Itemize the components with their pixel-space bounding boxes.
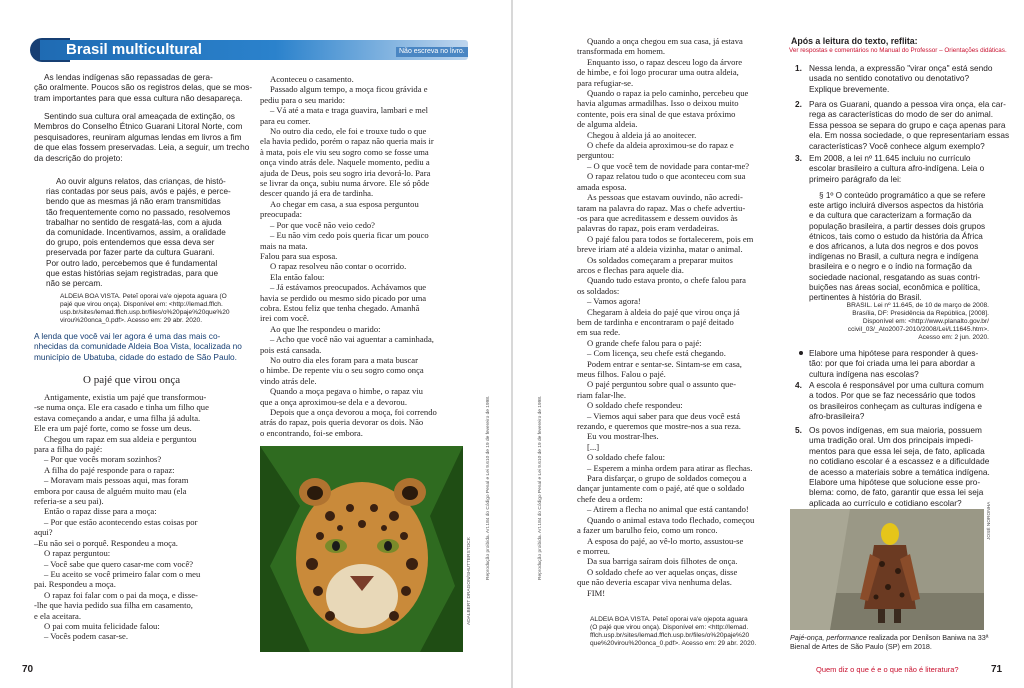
paragraph-line: Sentindo sua cultura oral ameaçada de extinção, os	[44, 111, 235, 121]
story-line: Eu vou mostrar-lhes.	[587, 431, 659, 442]
question-text: Os povos indígenas, em sua maioria, possuem	[809, 425, 982, 435]
question-text: Essa pessoa se separa do grupo e caça apenas para	[809, 119, 1006, 130]
question-line	[795, 99, 1006, 109]
story-line: embora por causa de alguém muito mau (ela	[34, 485, 187, 496]
story-line: preocupada:	[260, 209, 302, 220]
story-line: rezando, e queremos que mostre-nos a sua reza.	[577, 421, 741, 432]
law-line: população brasileira, a partir desses dois grupos	[809, 221, 986, 231]
caption-italic: Pajé-onça, performance	[790, 633, 867, 642]
story-line: irei com você.	[260, 313, 309, 324]
photo-caption	[790, 633, 990, 651]
story-line: à mata, pois ele viu seu sogro como se fosse uma	[260, 146, 429, 157]
story-line: -lhe que havia pedido sua filha em casamento,	[34, 600, 193, 611]
story-line: o himbe. De repente viu o seu sogro como onça	[260, 365, 424, 376]
story-line: – Eu não vim cedo pois queria ficar um pouco	[270, 230, 429, 241]
story-line: – Vamos agora!	[587, 296, 641, 307]
story-line: Enquanto isso, o rapaz desceu logo da árvore	[587, 56, 743, 67]
question-text: de acesso a materiais sobre a temática indígena.	[809, 466, 990, 477]
law-line: § 1º O conteúdo programático a que se refere	[819, 191, 986, 200]
question-line	[795, 153, 989, 163]
story-line: O grande chefe falou para o pajé:	[587, 337, 702, 348]
question-text: blema: como, de fato, garantir que essa lei seja	[809, 487, 984, 498]
story-line: perguntou:	[577, 150, 615, 161]
question-line	[795, 425, 989, 435]
story-line: No outro dia cedo, ele foi e trouxe tudo o que	[270, 126, 427, 137]
question-text: aplicada ao currículo e cotidiano escolar?	[809, 497, 962, 508]
story-line: vindo atrás dele.	[260, 375, 317, 386]
story-line: descer quando já era de tardinha.	[260, 188, 374, 199]
story-line: O soldado chefe respondeu:	[587, 400, 683, 411]
source-line: virou%20onca_0.pdf>. Acesso em: 29 abr. 2020.	[60, 317, 203, 324]
project-quote	[46, 177, 252, 289]
highlight-line: A lenda que você vai ler agora é uma das mais co-	[34, 331, 221, 341]
story-line: No outro dia eles foram para a mata buscar	[270, 354, 418, 365]
source-line: ccivil_03/_Ato2007-2010/2008/Lei/L11645.htm>.	[847, 326, 989, 333]
story-line: para a filha do pajé:	[34, 444, 103, 455]
intro-paragraph	[34, 72, 252, 103]
question-line	[795, 163, 989, 173]
jaguar-photo	[260, 446, 463, 652]
story-line: pai. Respondeu a moça.	[34, 579, 116, 590]
story-line: e morreu.	[577, 545, 610, 556]
story-line: O rapaz relatou tudo o que aconteceu com sua	[587, 171, 746, 182]
story-line: ela havia pedido, porém o rapaz não queria mais ir	[260, 136, 434, 147]
question-2	[795, 99, 1010, 151]
question-line	[795, 446, 989, 456]
story-line: O pai com muita felicidade falou:	[44, 620, 160, 631]
story-line: mais na mata.	[260, 240, 308, 251]
highlight-line: município de Ubatuba, cidade do estado de São Paulo.	[34, 351, 237, 362]
no-write-tag: Não escreva no livro.	[396, 47, 468, 57]
story-line: havia algumas armadilhas. Isso o deixou muito	[577, 98, 739, 109]
manual-note: Ver respostas e comentários no Manual do Professor – Orientações didáticas.	[789, 47, 1007, 54]
story-line: A esposa do pajé, ao vê-lo morto, assustou-se	[587, 535, 744, 546]
story-line: Passado algum tempo, a moça ficou grávida e	[270, 84, 428, 95]
legal-note-right: Reprodução proibida. Art.184 do Código Penal e Lei 9.610 de 19 de fevereiro de 1998.	[538, 395, 543, 580]
story-line: Quando o animal estava todo flechado, começou	[587, 514, 755, 525]
story-line: O pajé falou para todos se fortalecerem, pois em	[587, 233, 754, 244]
source-line: fflch.usp.br/sites/lemad.fflch.usp.br/files/o%20paje%20	[590, 632, 750, 639]
story-line: transformada em homem.	[577, 46, 666, 57]
story-line: Ela então falou:	[270, 271, 325, 282]
source-line: BRASIL. Lei nº 11.645, de 10 de março de 2008.	[846, 302, 989, 309]
bullet-text: Elabore uma hipótese para responder à ques-	[809, 348, 979, 358]
story-line: Antigamente, existia um pajé que transformou-	[44, 392, 207, 402]
quote-line: Por outro lado, percebemos que é fundamental	[46, 258, 218, 268]
story-line: – Vocês podem casar-se.	[44, 631, 128, 642]
story-line: – Eu aceito se você primeiro falar com o meu	[44, 568, 201, 579]
story-line: em sua rede.	[577, 327, 621, 338]
story-line: Ele era um pajé forte, como se fosse um deus.	[34, 423, 192, 434]
story-line: Quando o rapaz ia pelo caminho, percebeu que	[587, 88, 749, 99]
question-text: Elabore uma hipótese que solucione esse pro-	[809, 477, 981, 488]
question-text: os brasileiros conheçam as culturas indígena e	[809, 400, 982, 411]
source-line: usp.br/sites/lemad.fflch.usp.br/files/o%20paje%20que%20	[60, 309, 230, 316]
question-text: Em 2008, a lei nº 11.645 incluiu no currículo	[809, 153, 971, 163]
story-line: Depois que a onça devorou a moça, foi correndo	[270, 407, 437, 417]
story-line: – Acho que você não vai aguentar a caminhada,	[270, 334, 434, 345]
bullet-icon	[799, 351, 803, 355]
story-line: e ela aceitara.	[34, 610, 81, 621]
story-source	[590, 616, 790, 648]
story-line: O soldado chefe falou:	[587, 452, 666, 463]
quote-line: do grupo, pois entendemos que essa deva ser	[46, 238, 215, 248]
question-line	[795, 84, 989, 94]
story-line: A filha do pajé responde para o rapaz:	[44, 464, 175, 475]
question-text: a todos. Por que se faz necessário que todos	[809, 390, 976, 401]
bullet-text: cultura indígena nas escolas?	[809, 368, 919, 379]
question-text: uma tradição oral. Um dos principais impedi-	[809, 435, 974, 446]
quote-line: rias contadas por seus pais, avós e pajés, e perce-	[46, 187, 231, 197]
law-line: buições nas áreas social, econômica e política,	[809, 282, 981, 292]
story-line: pediu para o seu marido:	[260, 94, 345, 105]
question-number: 1.	[795, 63, 802, 73]
story-line: Chegou um rapaz em sua aldeia e perguntou	[44, 433, 197, 444]
story-line: referia-se a seu pai).	[34, 496, 104, 507]
bullet-line	[795, 358, 989, 368]
footer-title: Quem diz o que é e o que não é literatura?	[816, 665, 959, 674]
story-line: que a onça aproximou-se dela e a devorou.	[260, 396, 407, 407]
question-1	[795, 63, 993, 94]
law-line: sociedade nacional, resgatando as suas contri-	[809, 272, 981, 282]
story-line: Ao chegar em casa, a sua esposa perguntou	[270, 198, 419, 209]
story-line: Os soldados começaram a preparar muitos	[587, 254, 733, 265]
performance-photo	[790, 509, 984, 630]
story-line: O rapaz perguntou:	[44, 548, 111, 559]
quote-line: da comunidade. Incentivamos, assim, a oralidade	[46, 228, 226, 238]
quote-line: tão frequentemente como no passado, resolvemos	[46, 207, 231, 217]
story-line: O soldado chefe ao ver aquelas onças, disse	[587, 566, 738, 577]
story-line: -se numa onça. Ele era casado e tinha um filho que	[34, 402, 209, 413]
law-line: pertinentes à história do Brasil.	[809, 293, 922, 303]
questions-heading: Após a leitura do texto, reflita:	[791, 36, 918, 46]
source-line: ALDEIA BOA VISTA. Peteĩ oporai va'e ojepota aguara (O	[60, 293, 227, 300]
question-text: primeiro parágrafo da lei:	[809, 173, 902, 184]
question-text: Para os Guarani, quando a pessoa vira onça, ela car-	[809, 99, 1006, 109]
question-5	[795, 425, 989, 508]
question-text: mentos para que essa lei seja, de fato, aplicada	[809, 445, 985, 456]
quote-line: Ao ouvir alguns relatos, das crianças, de histó-	[56, 177, 226, 186]
story-line: a fazer um barulho feio, como um ronco.	[577, 525, 718, 536]
story-line: amada esposa.	[577, 181, 627, 192]
intro-line: ção oralmente. Poucos são os registros delas, que se mos-	[34, 82, 253, 93]
story-line: – Por que vocês moram sozinhos?	[44, 454, 162, 465]
story-line: –Eu não sei o porquê. Respondeu a moça.	[34, 537, 178, 548]
story-line: contente, pois era sinal de que estava próximo	[577, 108, 736, 119]
source-line: Brasília, DF: Presidência da República, [2008].	[852, 310, 989, 317]
story-column-1	[34, 392, 252, 642]
story-line: cobra. Estou feliz que tenha chegado. Amanhã	[260, 302, 420, 313]
caption-line-2: Bienal de Artes de São Paulo (SP) em 2018.	[790, 642, 932, 652]
story-line: Quando tudo estava pronto, o chefe falou para	[587, 275, 746, 286]
story-line: taram na palavra do rapaz. Mas o chefe advertiu-	[577, 202, 746, 213]
caption-line-1: realizada por Denilson Baniwa na 33ª	[868, 633, 989, 642]
intro-line: As lendas indígenas são repassadas de gera-	[44, 72, 213, 82]
question-text: usada no sentido conotativo ou denotativo?	[809, 73, 970, 84]
question-text: características? Você conhece algum exemplo?	[809, 140, 985, 151]
quote-line: bendo que as mesmas já não eram transmitidas	[46, 197, 221, 207]
question-line	[795, 109, 994, 120]
question-text: afro-brasileira?	[809, 411, 865, 422]
story-line: O pajé perguntou sobre qual o assunto que-	[587, 379, 737, 390]
question-number: 3.	[795, 153, 802, 163]
question-line	[795, 174, 989, 184]
question-number: 5.	[795, 425, 802, 435]
story-line: Quando a moça pegava o himbe, o rapaz viu	[270, 386, 423, 397]
story-line: – O que você tem de novidade para contar-me?	[587, 160, 750, 171]
story-line: o encontrando, foi-se embora.	[260, 427, 363, 438]
question-line	[795, 498, 989, 508]
story-line: para eu comer.	[260, 115, 311, 126]
question-line	[795, 411, 989, 421]
story-line: – Por que estão acontecendo estas coisas por	[44, 516, 198, 527]
question-number: 2.	[795, 99, 802, 109]
quote-source	[60, 293, 252, 325]
jaguar-photo-credit: ADALBERT DRAGON/SHUTTERSTOCK	[467, 537, 472, 625]
story-line: FIM!	[587, 587, 606, 598]
story-line: dançar juntamente com o pajé, até que o soldado	[577, 483, 745, 494]
story-line: pois está cansada.	[260, 344, 322, 355]
story-column-2	[260, 74, 468, 438]
story-line: [...]	[587, 441, 600, 452]
question-text: no cotidiano escolar é a escassez e a dificuldade	[809, 456, 990, 467]
question-line	[795, 380, 989, 390]
question-line	[795, 141, 989, 151]
story-line: O rapaz foi falar com o pai da moça, e disse-	[44, 589, 198, 600]
question-4	[795, 380, 989, 422]
story-line: que não deveria escapar viva nenhuma delas.	[577, 577, 732, 588]
story-line: aqui?	[34, 527, 53, 538]
story-line: O rapaz resolveu não contar o ocorrido.	[270, 261, 407, 272]
story-line: -os para que acreditassem e dessem ouvidos às	[577, 212, 738, 223]
story-line: Falou para sua esposa.	[260, 250, 338, 261]
law-line: e da cultura que caracterizam a formação da	[809, 211, 972, 221]
bullet-line	[795, 348, 989, 358]
question-text: ela. Em nossa sociedade, o que representariam essas	[809, 130, 1010, 141]
story-line: para refugiar-se.	[577, 77, 634, 88]
story-line: Chegaram à aldeia do pajé que virou onça já	[587, 306, 740, 317]
page-number-right: 71	[991, 664, 1003, 675]
question-line	[795, 73, 989, 83]
story-line: Então o rapaz disse para a moça:	[44, 506, 157, 517]
right-page	[513, 0, 1024, 688]
story-line: Para disfarçar, o grupo de soldados começou a	[587, 473, 747, 484]
story-line: onça vindo atrás dele. Naquele momento, pediu a	[260, 157, 430, 168]
left-page	[0, 0, 511, 688]
question-line	[795, 130, 1010, 141]
quote-line: preservada por fazer parte da cultura Guarani.	[46, 248, 215, 258]
story-line: se livrar da onça, subiu numa árvore. Ele só pôde	[260, 178, 430, 189]
paragraph-line: de que elas fossem preservadas. Leia, a seguir, um trecho	[34, 142, 250, 153]
law-quote	[809, 191, 989, 303]
bullet-text: tão: por que foi criada uma lei para abordar a	[809, 358, 976, 369]
story-line: bem de tardinha e encontraram o pajé deitado	[577, 316, 734, 327]
law-line: étnicos, tais como o estudo da história da África	[809, 231, 983, 241]
question-3-bullet	[795, 348, 989, 379]
page-number-left: 70	[22, 664, 34, 675]
question-text: Explique brevemente.	[809, 83, 890, 94]
source-line: que%20virou%20onca_0.pdf>. Acesso em: 29 abr. 2020.	[590, 640, 757, 647]
story-line: As pessoas que estavam ouvindo, não acredi-	[587, 192, 743, 203]
question-text: A escola é responsável por uma cultura comum	[809, 380, 984, 390]
story-line: havia se perdido ou mesmo sido picado por uma	[260, 292, 427, 303]
story-line: palavras do rapaz, pois eram verdadeiras.	[577, 223, 719, 234]
law-line: brasileira e o negro e o índio na formação da	[809, 262, 972, 272]
question-line	[795, 487, 989, 497]
story-line: Chegou à aldeia já ao anoitecer.	[587, 129, 697, 140]
source-line: Disponível em: <http://www.planalto.gov.br/	[862, 318, 989, 325]
source-line: Acesso em: 2 jun. 2020.	[918, 334, 989, 341]
project-paragraph	[34, 111, 252, 163]
highlight-line: nhecidas da comunidade Aldeia Boa Vista, localizada no	[34, 341, 242, 352]
story-line: – Você sabe que quero casar-me com você?	[44, 558, 194, 569]
law-line: indígenas no Brasil, a cultura negra e indígena	[809, 252, 979, 262]
story-line: riam falar-lhe.	[577, 389, 626, 400]
story-line: – Por que você não veio cedo?	[270, 219, 375, 230]
story-line: os soldados:	[577, 285, 620, 296]
question-text: escolar brasileiro a cultura afro-indígena. Leia o	[809, 163, 985, 174]
section-title: Brasil multicultural	[66, 41, 202, 58]
story-line: – Já estávamos preocupados. Achávamos que	[270, 282, 427, 293]
question-line	[795, 435, 989, 445]
performance-photo-credit: JOSÉ NORONHA	[987, 501, 992, 540]
quote-line: trabalhar no sentido de resgatá-las, com a ajuda	[46, 217, 222, 227]
story-line: O chefe da aldeia aproximou-se do rapaz e	[587, 140, 734, 151]
question-line	[795, 401, 989, 411]
story-line: arcos e flechas para aquele dia.	[577, 264, 684, 275]
jaguar-illustration	[260, 446, 463, 652]
source-line: ALDEIA BOA VISTA. Peteĩ oporai va'e ojepota aguara	[590, 616, 748, 623]
story-line: – Esperem a minha ordem para atirar as flechas.	[587, 462, 753, 473]
story-line: – Com licença, seu chefe está chegando.	[587, 348, 726, 359]
question-line	[795, 467, 989, 477]
source-line: (O pajé que virou onça). Disponível em: <http://lemad.	[590, 624, 749, 631]
story-line: Podem entrar e sentar-se. Sintam-se em casa,	[587, 358, 742, 369]
question-number: 4.	[795, 380, 802, 390]
story-line: chefe deu a ordem:	[577, 493, 643, 504]
legal-note-left: Reprodução proibida. Art.184 do Código Penal e Lei 9.610 de 19 de fevereiro de 1998.	[486, 395, 491, 580]
story-line: de himbe, e foi logo procurar uma outra aldeia,	[577, 67, 739, 78]
story-line: Aconteceu o casamento.	[270, 74, 354, 84]
story-line: Ao que lhe respondeu o marido:	[270, 323, 381, 334]
performance-illustration	[790, 509, 984, 630]
question-3	[795, 153, 989, 184]
question-text: Nessa lenda, a expressão "virar onça" está sendo	[809, 63, 993, 73]
paragraph-line: da descrição do projeto:	[34, 152, 123, 163]
story-line: de alguma aldeia.	[577, 119, 638, 130]
paragraph-line: pesquisadores, reuniram algumas lendas em livros a fim	[34, 131, 242, 142]
question-line	[795, 63, 993, 73]
story-line: breve iriam até a aldeia vizinha, matar o animal.	[577, 244, 743, 255]
story-line: Da sua barriga saíram dois filhotes de onça.	[587, 556, 738, 567]
question-line	[795, 390, 989, 400]
story-title: O pajé que virou onça	[83, 374, 181, 386]
story-line: – Moravam mais pessoas aqui, mas foram	[44, 475, 189, 486]
law-line: este artigo incluirá diversos aspectos da história	[809, 201, 984, 211]
story-line: Quando a onça chegou em sua casa, já estava	[587, 36, 743, 46]
question-line	[795, 477, 989, 487]
intro-line: tram importantes para que essa cultura não desapareça.	[34, 92, 243, 103]
story-line: atrás do rapaz, pois queria devorar os dois. Não	[260, 417, 424, 428]
question-text: rega as características do modo de ser do animal.	[809, 109, 994, 120]
highlight-paragraph	[34, 331, 254, 362]
story-line: ajuda de Deus, pois seu sogro iria devorá-lo. Para	[260, 167, 431, 178]
story-line: meus filhos. Falou o pajé.	[577, 369, 666, 379]
law-line: e dos africanos, a luta dos negros e dos povos	[809, 242, 979, 252]
law-source	[825, 302, 989, 342]
story-column-3	[577, 36, 789, 598]
quote-line: que estas histórias sejam registradas, para que	[46, 268, 219, 278]
question-line	[795, 119, 1006, 130]
story-line: estava começando a andar, e uma filha já adulta.	[34, 412, 201, 423]
bullet-line	[795, 369, 989, 379]
source-line: pajé que virou onça). Disponível em: <http://lemad.fflch.	[60, 301, 223, 308]
story-line: – Atirem a flecha no animal que está cantando!	[587, 504, 749, 515]
question-line	[795, 456, 989, 466]
quote-line: não se percam.	[46, 279, 103, 289]
story-line: – Vá até a mata e traga guavira, lambari e mel	[270, 105, 429, 116]
story-line: – Viemos aqui saber para que deus você está	[587, 410, 741, 421]
paragraph-line: Membros do Conselho Étnico Guarani Litoral Norte, com	[34, 121, 243, 132]
